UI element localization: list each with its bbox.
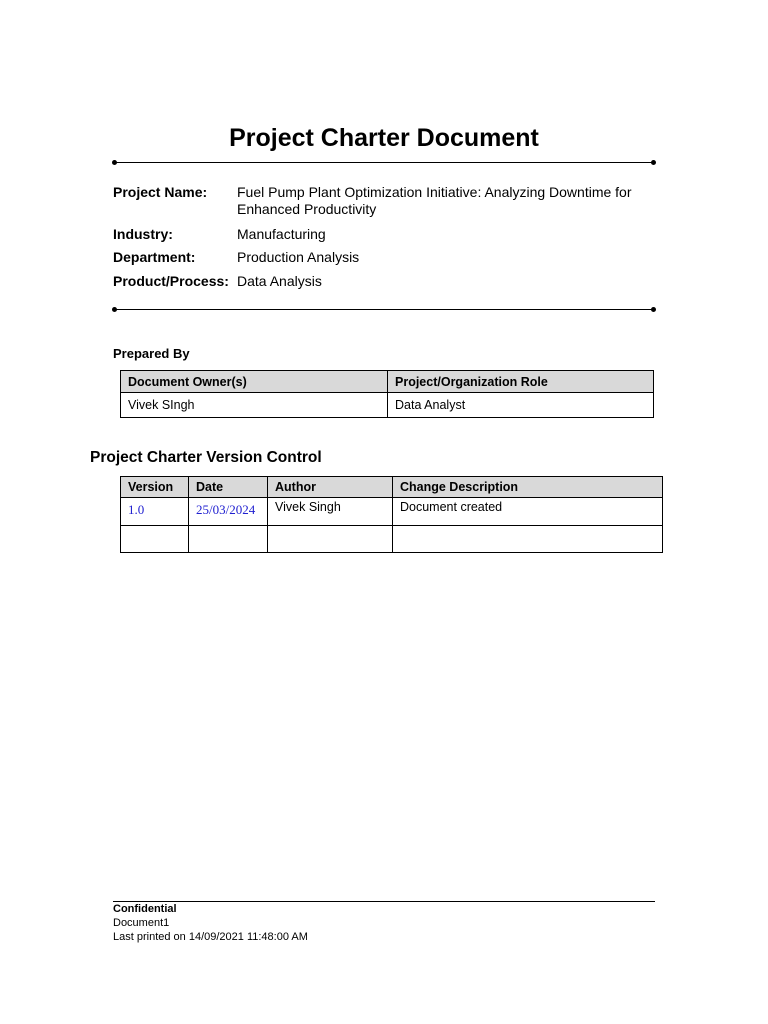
table-header-row bbox=[121, 477, 663, 498]
version-column-header: Version bbox=[121, 477, 189, 498]
version-control-table bbox=[120, 476, 663, 553]
version-control-heading: Project Charter Version Control bbox=[90, 449, 322, 466]
author-cell: Vivek Singh bbox=[268, 498, 393, 526]
top-divider bbox=[115, 162, 653, 163]
prepared-by-table bbox=[120, 370, 654, 418]
product-value: Data Analysis bbox=[237, 273, 322, 289]
document-title: Project Charter Document bbox=[229, 124, 539, 152]
footer-divider bbox=[113, 901, 655, 902]
owner-column-header: Document Owner(s) bbox=[121, 371, 388, 393]
version-cell: 1.0 bbox=[121, 498, 189, 526]
role-column-header: Project/Organization Role bbox=[388, 371, 654, 393]
prepared-by-heading: Prepared By bbox=[113, 346, 190, 361]
author-cell bbox=[268, 526, 393, 553]
table-row bbox=[121, 393, 654, 418]
department-value: Production Analysis bbox=[237, 249, 360, 265]
table-header-row bbox=[121, 371, 654, 393]
change-description-column-header: Change Description bbox=[393, 477, 663, 498]
change-description-cell: Document created bbox=[393, 498, 663, 526]
department-label: Department: bbox=[113, 249, 196, 265]
project-name-label: Project Name: bbox=[113, 184, 208, 200]
date-cell bbox=[189, 526, 268, 553]
role-cell: Data Analyst bbox=[388, 393, 654, 418]
product-label: Product/Process: bbox=[113, 273, 229, 289]
footer-last-printed: Last printed on 14/09/2021 11:48:00 AM bbox=[113, 931, 308, 943]
project-name-value: Fuel Pump Plant Optimization Initiative: Analyzing Downtime for Enhanced Productivity bbox=[237, 184, 632, 217]
footer-document-name: Document1 bbox=[113, 917, 170, 929]
industry-label: Industry: bbox=[113, 226, 173, 242]
table-row bbox=[121, 526, 663, 553]
footer-confidential: Confidential bbox=[113, 903, 177, 915]
bottom-divider bbox=[115, 309, 653, 310]
date-cell: 25/03/2024 bbox=[189, 498, 268, 526]
change-description-cell bbox=[393, 526, 663, 553]
date-column-header: Date bbox=[189, 477, 268, 498]
table-row bbox=[121, 498, 663, 526]
owner-cell: Vivek SIngh bbox=[121, 393, 388, 418]
industry-value: Manufacturing bbox=[237, 226, 326, 242]
version-cell bbox=[121, 526, 189, 553]
author-column-header: Author bbox=[268, 477, 393, 498]
